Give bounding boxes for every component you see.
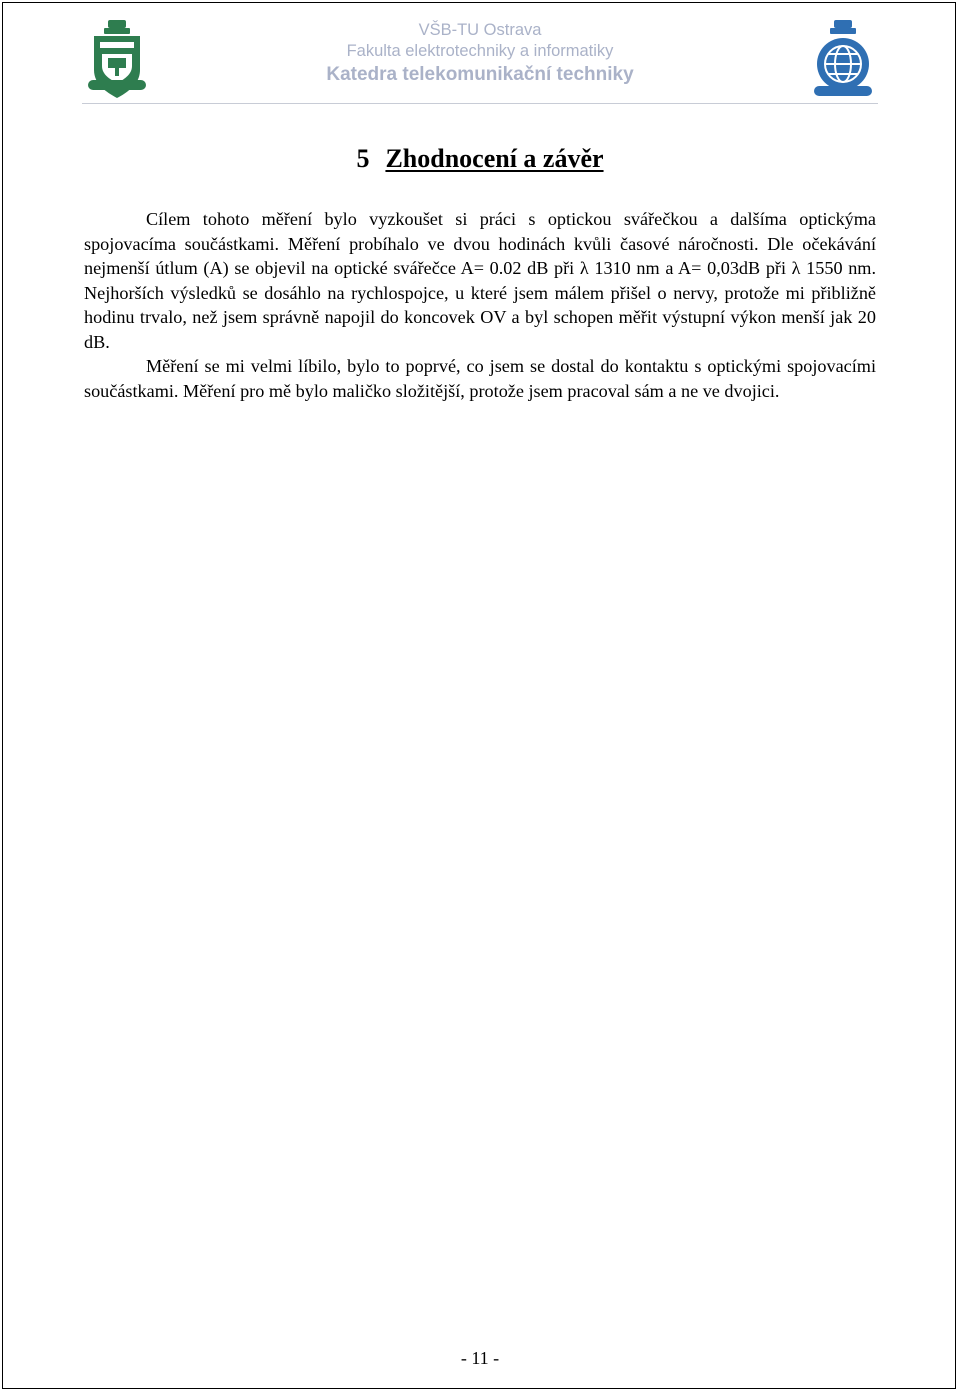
paragraph-1: Cílem tohoto měření bylo vyzkoušet si práci s optickou svářečkou a dalšíma optickýma spojovacíma součástkami. Měření probíhalo ve dvou hodinách kvůli časové náročnosti. Dle očekávání nejmenší útlum (A) se objevil na optické svářečce A= 0.02 dB při λ 1310 nm a A= 0,03dB při λ 1550 nm. Nejhorších výsledků se dosáhlo na rychlospojce, u které jsem málem přišel o nervy, protože mi přibližně hodinu trvalo, než jsem správně napojil do koncovek OV a byl schopen měřit výstupní výkon menší jak 20 dB.: [84, 209, 876, 352]
university-name: VŠB-TU Ostrava: [418, 21, 542, 39]
department-name: Katedra telekomunikační techniky: [326, 64, 634, 85]
faculty-crest-icon: [808, 18, 878, 100]
page-number: - 11 -: [460, 1348, 500, 1368]
page-header: [82, 12, 878, 104]
header-divider: [82, 103, 878, 104]
chapter-number: 5: [356, 144, 370, 173]
chapter-title: [0, 142, 960, 176]
body-text: [84, 207, 876, 403]
header-text: [82, 20, 878, 88]
paragraph-2: Měření se mi velmi líbilo, bylo to poprvé, co jsem se dostal do kontaktu s optickými spojovacími součástkami. Měření pro mě bylo maličko složitější, protože jsem pracoval sám a ne ve dvojici.: [84, 356, 876, 401]
chapter-heading: Zhodnocení a závěr: [385, 144, 604, 173]
faculty-name: Fakulta elektrotechniky a informatiky: [346, 42, 614, 60]
